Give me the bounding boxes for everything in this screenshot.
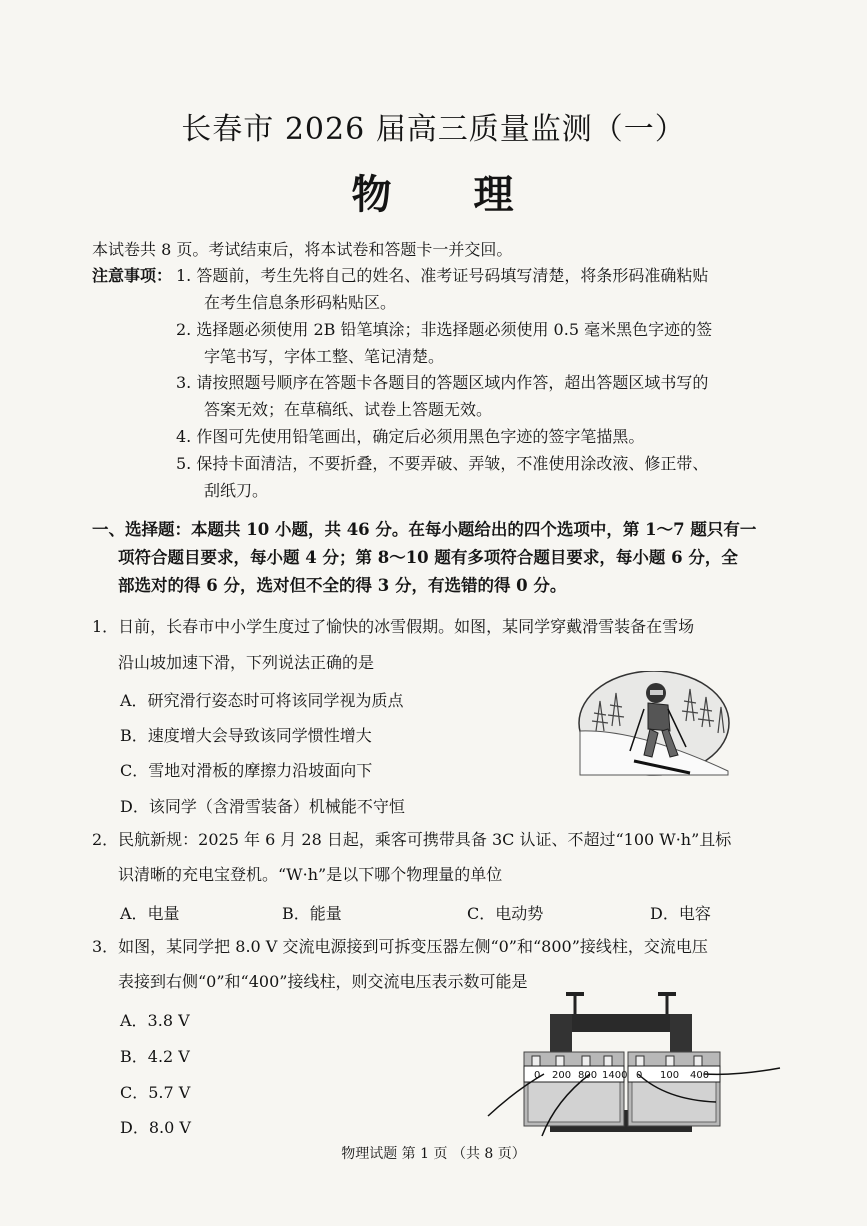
transformer-right-label: 400	[690, 1070, 710, 1081]
q2-stem-line-2: 识清晰的充电宝登机。“W·h”是以下哪个物理量的单位	[118, 865, 503, 884]
note-1-line-1: 1. 答题前，考生先将自己的姓名、准考证号码填写清楚，将条形码准确粘贴	[176, 266, 709, 285]
q1-stem-line-2: 沿山坡加速下滑，下列说法正确的是	[118, 653, 375, 672]
q3-stem-line-2: 表接到右侧“0”和“400”接线柱，则交流电压表示数可能是	[118, 972, 528, 991]
q3-stem-line-1: 3．如图，某同学把 8.0 V 交流电源接到可拆变压器左侧“0”和“800”接线柱，交流电压	[92, 937, 708, 956]
subject-char-1: 物	[351, 171, 394, 218]
note-2-line-1: 2. 选择题必须使用 2B 铅笔填涂；非选择题必须使用 0.5 毫米黑色字迹的签	[176, 320, 713, 339]
q1-option-b: B．速度增大会导致该同学惯性增大	[120, 726, 372, 745]
transformer-right-label: 0	[636, 1070, 643, 1081]
q1-option-a: A．研究滑行姿态时可将该同学视为质点	[120, 691, 404, 710]
note-3-line-1: 3. 请按照题号顺序在答题卡各题目的答题区域内作答，超出答题区域书写的	[176, 373, 709, 392]
q1-option-d: D．该同学（含滑雪装备）机械能不守恒	[120, 797, 405, 816]
q2-option-b: B．能量	[282, 904, 342, 923]
skier-figure	[578, 671, 730, 783]
note-2-line-2: 字笔书写，字体工整、笔记清楚。	[204, 347, 445, 366]
intro-text: 本试卷共 8 页。考试结束后，将本试卷和答题卡一并交回。	[92, 240, 513, 259]
exam-title: 长春市 2026 届高三质量监测（一）	[181, 112, 686, 147]
transformer-right-label: 100	[660, 1070, 680, 1081]
q3-option-b: B．4.2 V	[120, 1047, 190, 1066]
note-3-line-2: 答案无效；在草稿纸、试卷上答题无效。	[204, 400, 493, 419]
page-footer: 物理试题 第 1 页 （共 8 页）	[341, 1146, 526, 1162]
note-5-line-2: 刮纸刀。	[204, 481, 269, 500]
subject-title	[0, 163, 867, 220]
q2-option-a: A．电量	[120, 904, 180, 923]
note-1-line-2: 在考生信息条形码粘贴区。	[204, 293, 397, 312]
q2-option-c: C．电动势	[467, 904, 544, 923]
subject-char-2: 理	[473, 171, 516, 218]
transformer-left-label: 0	[534, 1070, 541, 1081]
transformer-figure	[486, 990, 782, 1138]
section1-line-1: 一、选择题：本题共 10 小题，共 46 分。在每小题给出的四个选项中，第 1～7 题只有一	[92, 520, 757, 539]
q3-option-d: D．8.0 V	[120, 1118, 191, 1137]
q3-option-a: A．3.8 V	[120, 1011, 190, 1030]
notes-label: 注意事项：	[92, 266, 173, 285]
q2-option-d: D．电容	[650, 904, 711, 923]
section1-line-3: 部选对的得 6 分，选对但不全的得 3 分，有选错的得 0 分。	[118, 576, 567, 595]
transformer-left-label: 800	[578, 1070, 598, 1081]
note-4-line-1: 4. 作图可先使用铅笔画出，确定后必须用黑色字迹的签字笔描黑。	[176, 427, 645, 446]
section1-line-2: 项符合题目要求，每小题 4 分；第 8～10 题有多项符合题目要求，每小题 6 分，全	[118, 548, 738, 567]
note-5-line-1: 5. 保持卡面清洁，不要折叠，不要弄破、弄皱，不准使用涂改液、修正带、	[176, 454, 709, 473]
transformer-left-label: 200	[552, 1070, 572, 1081]
q1-stem-line-1: 1．日前，长春市中小学生度过了愉快的冰雪假期。如图，某同学穿戴滑雪装备在雪场	[92, 617, 695, 636]
q3-option-c: C．5.7 V	[120, 1083, 191, 1102]
transformer-left-label: 1400	[602, 1070, 628, 1081]
q2-stem-line-1: 2．民航新规：2025 年 6 月 28 日起，乘客可携带具备 3C 认证、不超过“100 W·h”且标	[92, 830, 732, 849]
q1-option-c: C．雪地对滑板的摩擦力沿坡面向下	[120, 761, 373, 780]
